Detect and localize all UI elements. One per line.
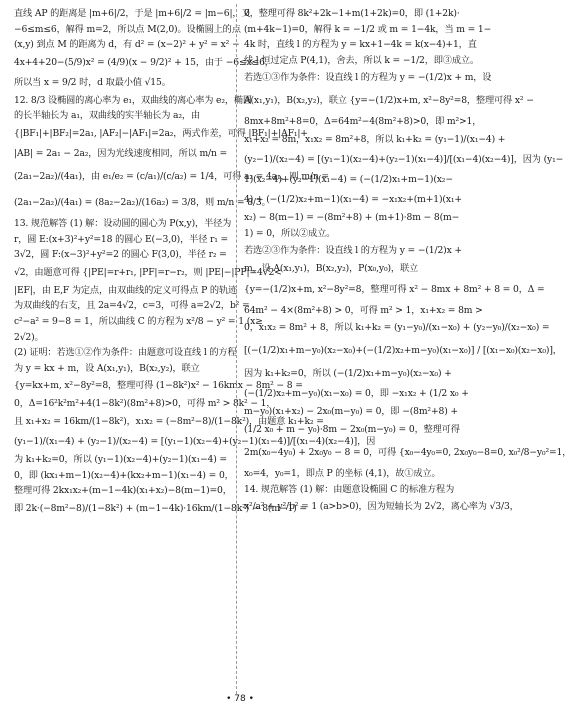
text-line: 0，Δ=16²k²m²+4(1−8k²)(8m²+8)>0，可得 m² > 8k² − 1， — [14, 398, 276, 410]
text-line: 0，即 (kx₁+m−1)(x₂−4)+(kx₂+m−1)(x₁−4) = 0， — [14, 469, 234, 481]
problem-13-heading: 13. 规范解答 (1) 解：设动圆的圆心为 P(x,y)，半径为 — [14, 217, 232, 229]
problem-14-heading: 14. 规范解答 (1) 解：由题意设椭圆 C 的标准方程为 — [244, 483, 455, 495]
text-line: 直线 AP 的距离是 |m+6|/2，于是 |m+6|/2 = |m−6|，又 — [14, 8, 251, 19]
text-line: 即 2k·(−8m²−8)/(1−8k²) + (m−1−4k)·16km/(1−8k²) − 8(m−1) = — [14, 502, 307, 514]
text-line: (2a₁−2a₂)/(4a₁)，由 e₁/e₂ = (c/a₁)/(c/a₂) = 1/4，可得 a₂ = 4a₁，则 m/n = — [14, 170, 329, 182]
column-divider — [236, 4, 237, 694]
text-line: [(−(1/2)x₁+m−y₀)(x₂−x₀)+(−(1/2)x₂+m−y₀)(x₁−x₀)] / [(x₁−x₀)(x₂−x₀)]， — [244, 345, 562, 357]
text-line: 为 k₁+k₂=0，所以 (y₁−1)(x₂−4)+(y₂−1)(x₁−4) = — [14, 453, 227, 465]
text-line: (m+4k−1)=0，解得 k = −1/2 或 m = 1−4k，当 m = 1− — [244, 23, 492, 35]
text-line: (2a₁−2a₂)/(4a₁) = (8a₂−2a₂)/(16a₂) = 3/8，则 m/n = 8/3。 — [14, 196, 271, 208]
text-line: (x,y) 到点 M 的距离为 d，有 d² = (x−2)² + y² = x² − — [14, 39, 240, 51]
text-line: 4) + (−(1/2)x₂+m−1)(x₁−4) = −x₁x₂+(m+1)(x₁+ — [244, 193, 462, 205]
text-line: 整理可得 2kx₁x₂+(m−1−4k)(x₁+x₂)−8(m−1)=0， — [14, 485, 232, 497]
text-line: (y₂−1)/(x₂−4) = [(y₁−1)(x₂−4)+(y₂−1)(x₁−4)]/[(x₁−4)(x₂−4)]，因为 (y₁− — [244, 153, 564, 165]
text-line: 4x+4+20−(5/9)x² = (4/9)(x − 9/2)² + 15，由于 −6≤x≤6， — [14, 56, 274, 68]
text-line: 为双曲线的右支，且 2a=4√2，c=3，可得 a=2√2，b² = — [14, 300, 250, 312]
text-line: {y=kx+m, x²−8y²=8，整理可得 (1−8k²)x² − 16kmx − 8m² − 8 = — [14, 380, 303, 392]
text-line: 2m(x₀−4y₀) + 2x₀y₀ − 8 = 0，可得 {x₀−4y₀=0, 2x₀y₀−8=0, x₀²/8−y₀²=1， — [244, 446, 571, 458]
text-line: m，设 A(x₁,y₁)，B(x₂,y₂)，P(x₀,y₀)，联立 — [244, 263, 419, 275]
text-line: 的长半轴长为 a₁，双曲线的实半轴长为 a₂，由 — [14, 110, 200, 122]
text-line: 线 l 恒过定点 P(4,1)，舍去，所以 k = −1/2，即③成立。 — [244, 54, 479, 66]
text-line: 0，整理可得 8k²+2k−1+m(1+2k)=0，即 (1+2k)· — [244, 8, 460, 19]
text-line: 若选①③作为条件：设直线 l 的方程为 y = −(1/2)x + m，设 — [244, 72, 492, 84]
text-line: −6≤m≤6，解得 m=2，所以点 M(2,0)。设椭圆上的点 — [14, 23, 241, 35]
text-line: 4k 时，直线 l 的方程为 y = kx+1−4k = k(x−4)+1，直 — [244, 39, 477, 51]
text-line: (y₁−1)/(x₁−4) + (y₂−1)/(x₂−4) = [(y₁−1)(x₂−4)+(y₂−1)(x₁−4)]/[(x₁−4)(x₂−4)]，因 — [14, 435, 376, 447]
text-line: c²−a² = 9−8 = 1，所以曲线 C 的方程为 x²/8 − y² = 1 (x≥ — [14, 315, 263, 327]
text-line: {|BF₁|+|BF₂|=2a₁, |AF₂|−|AF₁|=2a₂，两式作差，可得 |BF₁|+|AF₁|+ — [14, 127, 308, 139]
text-line: m−y₀)(x₁+x₂) − 2x₀(m−y₀) = 0，即 −(8m²+8) + — [244, 406, 458, 418]
text-line: 因为 k₁+k₂=0，所以 (−(1/2)x₁+m−y₀)(x₂−x₀) + — [244, 368, 452, 380]
text-line: 3√2，圆 F:(x−3)²+y²=2 的圆心 F(3,0)，半径 r₂ = — [14, 249, 227, 261]
text-line: {y=−(1/2)x+m, x²−8y²=8，整理可得 x² − 8mx + 8m² + 8 = 0，Δ = — [244, 283, 545, 295]
text-line: 1)(x₂−4)+(y₂−1)(x₁−4) = (−(1/2)x₁+m−1)(x₂− — [244, 173, 453, 185]
right-column — [244, 6, 571, 517]
text-line: x₁+x₂ = 8m，x₁x₂ = 8m²+8，所以 k₁+k₂ = (y₁−1)/(x₁−4) + — [244, 133, 506, 145]
text-line: (2) 证明：若选①②作为条件：由题意可设直线 l 的方程 — [14, 347, 237, 359]
text-line: |AB| = 2a₁ − 2a₂，因为光线速度相同，所以 m/n = — [14, 147, 228, 159]
text-line: 为 y = kx + m，设 A(x₁,y₁)，B(x₂,y₂)，联立 — [14, 362, 200, 374]
text-line: x²/a² + y²/b² = 1 (a>b>0)，因为短轴长为 2√2，离心率为 √3/3， — [244, 501, 519, 513]
text-line: x₀=4，y₀=1，即点 P 的坐标 (4,1)，故①成立。 — [244, 467, 441, 479]
problem-12-heading: 12. 8/3 设椭圆的离心率为 e₁，双曲线的离心率为 e₂，椭圆 — [14, 94, 252, 106]
text-line: 64m² − 4×(8m²+8) > 0，可得 m² > 1，x₁+x₂ = 8m > — [244, 304, 483, 316]
text-line: (1/2 x₀ + m − y₀)·8m − 2x₀(m−y₀) = 0，整理可得 — [244, 423, 460, 435]
text-line: 所以当 x = 9/2 时，d 取最小值 √15。 — [14, 76, 171, 88]
text-line: r，圆 E:(x+3)²+y²=18 的圆心 E(−3,0)，半径 r₁ = — [14, 233, 229, 245]
text-line: 且 x₁+x₂ = 16km/(1−8k²)，x₁x₂ = (−8m²−8)/(1−8k²)，由题意 k₁+k₂ = — [14, 415, 324, 427]
text-line: √2，由题意可得 {|PE|=r+r₁, |PF|=r−r₂，则 |PE|−|PF|=4√2< — [14, 266, 282, 278]
text-line: 若选②③作为条件：设直线 l 的方程为 y = −(1/2)x + — [244, 245, 462, 257]
text-line: 0，x₁x₂ = 8m² + 8，所以 k₁+k₂ = (y₁−y₀)/(x₁−x₀) + (y₂−y₀)/(x₂−x₀) = — [244, 322, 550, 334]
text-line: x₂) − 8(m−1) = −(8m²+8) + (m+1)·8m − 8(m− — [244, 211, 460, 223]
text-line: 8mx+8m²+8=0，Δ=64m²−4(8m²+8)>0，即 m²>1， — [244, 116, 482, 128]
text-line: 1) = 0，所以②成立。 — [244, 227, 336, 239]
text-line: |EF|，由 E,F 为定点，由双曲线的定义可得点 P 的轨迹 — [14, 284, 238, 296]
text-line: A(x₁,y₁)，B(x₂,y₂)，联立 {y=−(1/2)x+m, x²−8y²=8，整理可得 x² − — [244, 95, 534, 107]
page-number: • 78 • — [226, 694, 254, 704]
text-line: 2√2)。 — [14, 331, 44, 343]
text-line: (−(1/2)x₂+m−y₀)(x₁−x₀) = 0，即 −x₁x₂ + (1/2 x₀ + — [244, 388, 469, 400]
